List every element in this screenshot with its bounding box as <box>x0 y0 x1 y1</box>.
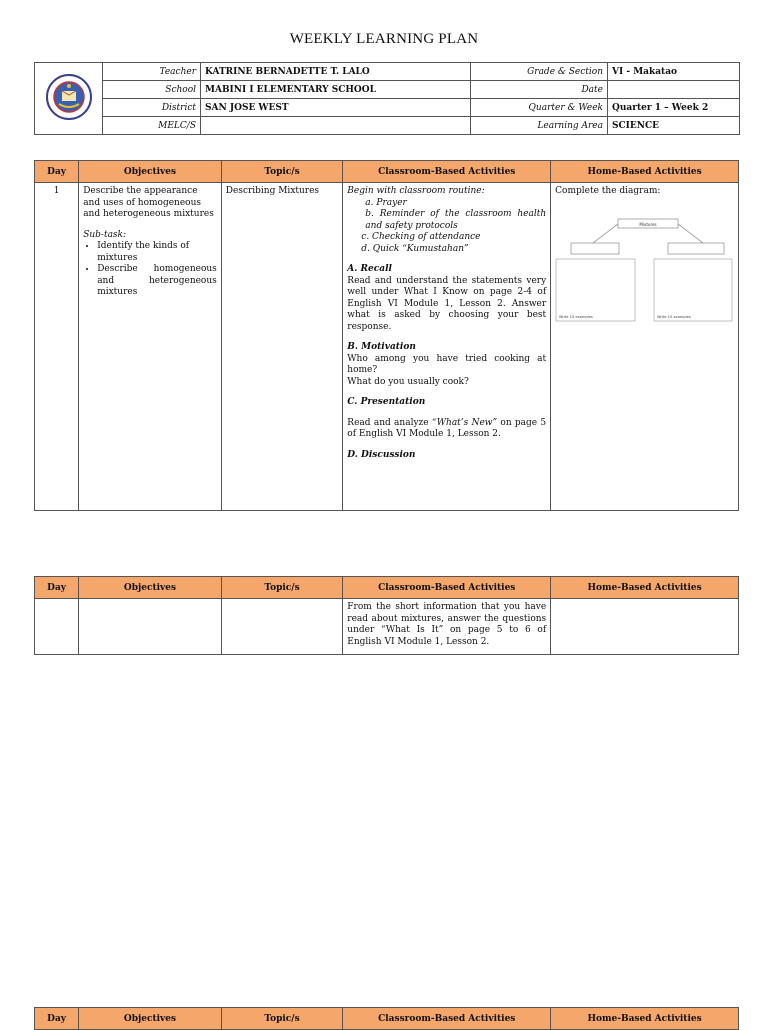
col-topics: Topic/s <box>221 577 343 599</box>
diagram-right-note: Write 10 examples <box>657 314 691 319</box>
recall-text: Read and understand the statements very well under What I Know on page 2-4 of English VI Module 1, Lesson 2. Answer what is asked by choosing your best response. <box>347 275 547 332</box>
deped-seal-icon <box>45 73 93 121</box>
col-home: Home-Based Activities <box>551 161 739 183</box>
col-classroom: Classroom-Based Activities <box>343 161 551 183</box>
presentation-heading: C. Presentation <box>347 397 426 407</box>
routine-item: d. Quick “Kumustahan” <box>361 243 469 254</box>
list-item: • Describe homogeneous and heterogeneous mixtures <box>97 264 217 299</box>
routine-intro: Begin with classroom routine: <box>347 186 485 196</box>
topic-cell: Describing Mixtures <box>221 183 343 511</box>
recall-heading: A. Recall <box>347 264 392 274</box>
school-value: MABINI I ELEMENTARY SCHOOL <box>201 81 471 99</box>
grade-value: VI - Makatao <box>608 63 740 81</box>
col-home: Home-Based Activities <box>551 577 739 599</box>
quarter-value: Quarter 1 – Week 2 <box>608 99 740 117</box>
col-topics: Topic/s <box>221 1008 343 1030</box>
learning-area-label: Learning Area <box>471 117 608 135</box>
diagram-left-note: Write 10 examples <box>559 314 593 319</box>
col-topics: Topic/s <box>221 161 343 183</box>
objectives-cell <box>79 183 222 511</box>
subtask-list <box>83 241 217 299</box>
melc-label: MELC/S <box>103 117 201 135</box>
date-value <box>608 81 740 99</box>
topic-cell <box>221 599 343 655</box>
district-label: District <box>103 99 201 117</box>
col-classroom: Classroom-Based Activities <box>343 1008 551 1030</box>
school-label: School <box>103 81 201 99</box>
routine-item: a. Prayer <box>365 197 407 208</box>
diagram-left-box <box>571 243 619 254</box>
col-home: Home-Based Activities <box>551 1008 739 1030</box>
objective-main: Describe the appearance and uses of homogeneous and heterogeneous mixtures <box>83 186 214 219</box>
presentation-post: on page 5 of English VI Module 1, Lesson 2. <box>347 417 547 439</box>
list-item: • Identify the kinds of mixtures <box>97 241 217 264</box>
logo-cell <box>35 63 103 135</box>
diagram-left-area <box>556 259 635 321</box>
col-classroom: Classroom-Based Activities <box>343 577 551 599</box>
plan-table-day-1 <box>34 160 739 511</box>
plan-header-row <box>35 1008 739 1030</box>
home-instruction: Complete the diagram: <box>555 186 661 196</box>
melc-value <box>201 117 471 135</box>
document-title: WEEKLY LEARNING PLAN <box>289 31 479 47</box>
plan-header-row <box>35 577 739 599</box>
presentation-pre: Read and analyze <box>347 417 432 428</box>
teacher-value: KATRINE BERNADETTE T. LALO <box>201 63 471 81</box>
plan-table-3 <box>34 1007 739 1030</box>
col-day: Day <box>35 161 79 183</box>
classroom-activities-cell <box>343 183 551 511</box>
quarter-label: Quarter & Week <box>471 99 608 117</box>
routine-item: b. Reminder of the classroom health and safety protocols <box>365 209 547 231</box>
teacher-label: Teacher <box>103 63 201 81</box>
presentation-emphasis: “What’s New” <box>431 417 498 428</box>
motivation-question: Who among you have tried cooking at home? <box>347 353 547 375</box>
diagram-right-area <box>654 259 732 321</box>
table-row <box>35 183 739 511</box>
date-label: Date <box>471 81 608 99</box>
routine-item: c. Checking of attendance <box>361 232 481 242</box>
col-objectives: Objectives <box>79 1008 222 1030</box>
motivation-heading: B. Motivation <box>347 342 416 352</box>
header-info-table <box>34 62 740 135</box>
mixtures-diagram <box>555 214 733 326</box>
plan-table-2 <box>34 576 739 655</box>
day-cell <box>35 599 79 655</box>
learning-area-value: SCIENCE <box>608 117 740 135</box>
col-objectives: Objectives <box>79 577 222 599</box>
presentation-text <box>347 418 546 441</box>
home-activities-cell <box>551 183 739 511</box>
col-day: Day <box>35 1008 79 1030</box>
motivation-question: What do you usually cook? <box>347 376 469 387</box>
day-cell: 1 <box>35 183 79 511</box>
plan-header-row <box>35 161 739 183</box>
subtask-label: Sub-task: <box>83 229 127 240</box>
objectives-cell <box>79 599 222 655</box>
district-value: SAN JOSE WEST <box>201 99 471 117</box>
classroom-activities-cell: From the short information that you have read about mixtures, answer the questions under “What Is It” on page 5 to 6 of English VI Module 1, Lesson 2. <box>343 599 551 655</box>
home-activities-cell <box>551 599 739 655</box>
table-row <box>35 599 739 655</box>
discussion-heading: D. Discussion <box>347 449 416 460</box>
diagram-right-box <box>668 243 724 254</box>
col-day: Day <box>35 577 79 599</box>
col-objectives: Objectives <box>79 161 222 183</box>
diagram-top-label: Mixtures <box>639 221 657 227</box>
grade-label: Grade & Section <box>471 63 608 81</box>
